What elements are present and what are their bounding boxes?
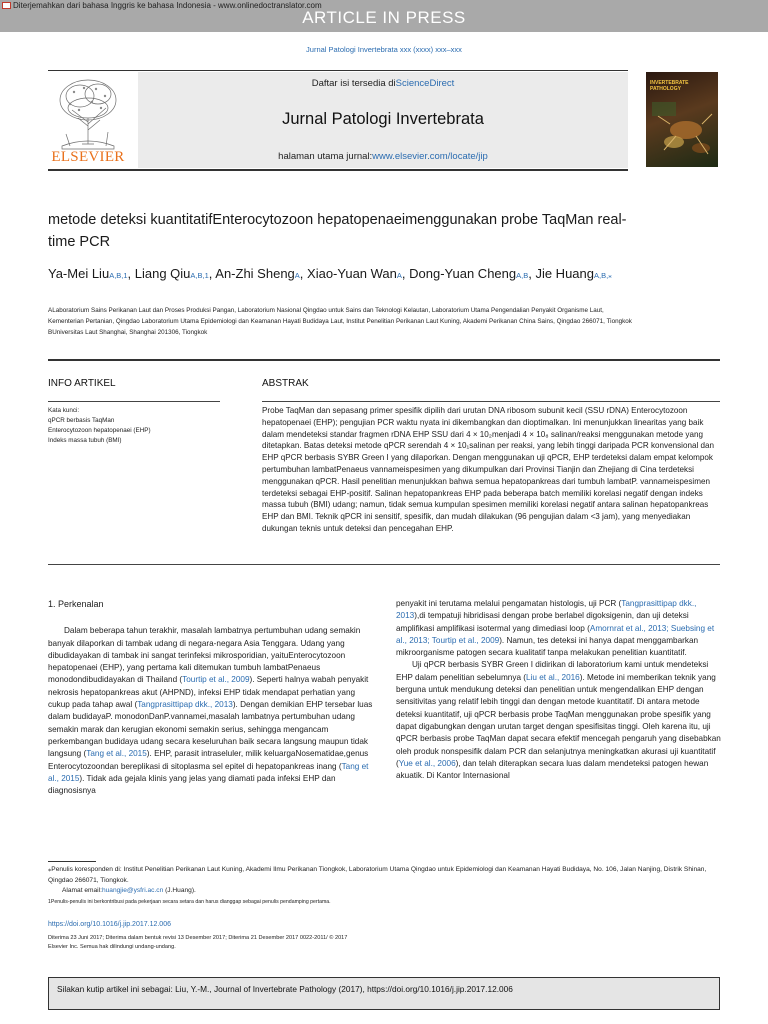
keyword-item: Enterocytozoon hepatopenaei (EHP) [48, 427, 151, 434]
author-separator: , [299, 266, 308, 281]
received-dates [48, 934, 608, 952]
author-affiliation-marker[interactable]: A [396, 271, 402, 280]
info-rule [48, 401, 220, 402]
abstract-bottom-rule [48, 564, 720, 565]
header-rule-bottom [48, 169, 628, 171]
article-title: metode deteksi kuantitatifEnterocytozoon hepatopenaeimenggunakan probe TaqMan real-time PCR [48, 212, 627, 250]
journal-homepage [138, 151, 628, 162]
contents-prefix: Daftar isi tersedia di [311, 78, 396, 89]
paragraph-text: penyakit ini terutama melalui pengamatan histologis, uji PCR ( [396, 599, 622, 608]
footnotes [48, 865, 708, 908]
cover-insect-image [646, 72, 718, 167]
translator-text: Diterjemahkan dari bahasa Inggris ke bahasa Indonesia - www.onlinedoctranslator.com [13, 1, 322, 10]
journal-reference-link[interactable]: Jurnal Patologi Invertebrata xxx (xxxx) xxx–xxx [306, 45, 462, 54]
abstract-heading: ABSTRAK [262, 378, 309, 389]
paragraph-text: ). EHP, parasit intraseluler, milik keluargaNosematidae,genus Enterocytozoondan bereplikasi di sitoplasma sel epitel di hepatopankreas inang ( [48, 749, 369, 771]
sciencedirect-link[interactable]: ScienceDirect [395, 78, 455, 89]
citation-link[interactable]: Tangprasittipap dkk., 2013 [396, 599, 697, 621]
author-separator: , [127, 266, 135, 281]
elsevier-wordmark: ELSEVIER [51, 149, 125, 165]
cover-title: INVERTEBRATE PATHOLOGY [650, 80, 689, 92]
article-info-heading: INFO ARTIKEL [48, 378, 116, 389]
citation-link[interactable]: Tangprasittipap dkk., 2013 [137, 700, 233, 710]
email-note [48, 886, 708, 897]
citation-link[interactable]: Amornrat et al., 2013; Suebsing et al., 2013; Tourtip et al., 2009 [396, 623, 715, 645]
author-affiliation-marker[interactable]: A,B,1 [109, 271, 128, 280]
citation-box [48, 977, 720, 1010]
citation-link[interactable]: Tang et al., 2015 [86, 749, 147, 759]
contents-available [138, 78, 628, 89]
received-line: Diterima 23 Juni 2017; Diterima dalam bentuk revisi 13 Desember 2017; Diterima 21 Desember 2017 0022-2011/ © 2017 [48, 935, 348, 941]
keywords-block [48, 406, 220, 446]
keyword-item: Indeks massa tubuh (BMI) [48, 437, 122, 444]
footnote-rule [48, 861, 96, 862]
homepage-prefix: halaman utama jurnal: [278, 151, 373, 162]
paragraph-text: ), dan telah diterapkan secara luas dalam mendeteksi patogen hewan akuatik. Di Kantor Internasional [396, 758, 709, 781]
author-separator: , [528, 266, 536, 281]
citation-link[interactable]: Yue et al., 2006 [398, 758, 456, 768]
journal-title: Jurnal Patologi Invertebrata [282, 110, 484, 128]
intro-paragraph-continued [396, 598, 724, 659]
author-name[interactable]: An-Zhi Sheng [215, 266, 295, 281]
corresponding-author-note: ⁎Penulis koresponden di: Institut Penelitian Perikanan Laut Kuning, Akademi Ilmu Perikanan Tiongkok, Laboratorium Utama Qingdao untuk Epidemiologi dan Keamanan Hayati Budidaya, No. 106, Jalan Nanjing, Distrik Shinan, Qingdao 266071, Tiongkok. [48, 866, 707, 884]
keyword-item: qPCR berbasis TaqMan [48, 417, 115, 424]
paragraph-text: ),di tempatuji hibridisasi dengan probe berlabel digoksigenin, dan uji deteksi amplifikasi amplifikasi isotermal yang dimediasi loop ( [396, 611, 689, 633]
article-in-press-label: ARTICLE IN PRESS [302, 8, 466, 27]
author-affiliation-marker[interactable]: A,B [516, 271, 529, 280]
citation-link[interactable]: Tourtip et al., 2009 [182, 675, 250, 685]
paragraph-text: Dalam beberapa tahun terakhir, masalah lambatnya pertumbuhan udang semakin banyak dilaporkan di tambak udang di negara-negara Asia Tenggara. Udang yang dibudidayakan di tambak ini sangat terinfeksi mikrosporidian, yaituEnterocytozoon hepatopenaei (EHP), yang pertama kali ditemukan tumbuh lambatPenaeus monodondibudidayakan di Thailand ( [48, 626, 361, 685]
affiliations [48, 305, 638, 338]
author-separator: , [401, 266, 410, 281]
author-name[interactable]: Dong-Yuan Cheng [409, 266, 517, 281]
author-list [48, 264, 628, 285]
abstract-rule [262, 401, 720, 402]
author-affiliation-marker[interactable]: A,B,⁎ [594, 271, 612, 280]
intro-paragraph [48, 625, 378, 797]
author-affiliation-marker[interactable]: A,B,1 [190, 271, 209, 280]
paragraph-text: ). Tidak ada gejala klinis yang jelas yang diamati pada infeksi EHP dan diagnosisnya [48, 773, 336, 796]
paragraph-text: ). Metode ini memberikan teknik yang berguna untuk mendukung deteksi dan penelitian untuk mengendalikan EHP dengan sensitivitas yang relatif lebih tinggi dan dengan metode kuantitatif. Di antara metode deteksi kuantitatif, uji qPCR berbasis probe TaqMan menggunakan probe spesifik yang dapat digabungkan dengan urutan target dengan spesifisitas tinggi. Oleh karena itu, uji qPCR berbasis probe TaqMan dapat secara efektif mencegah pengaruh yang disebabkan oleh produk nonspesifik dalam PCR dan selanjutnya meningkatkan akurasi uji kuantitatif ( [396, 672, 721, 768]
paragraph-text: ). Seperti halnya wabah penyakit nekrosis hepatopankreas akut (AHPND), infeksi EHP tidak mendapat perhatian yang cukup pada tahap awal ( [48, 675, 369, 710]
email-label: Alamat email: [62, 887, 102, 894]
citation-text: Silakan kutip artikel ini sebagai: Liu, Y.-M., Journal of Invertebrate Pathology (2017), https://doi.org/10.1016/j.jip.2017.12.006 [57, 984, 513, 994]
author-name[interactable]: Liang Qiu [134, 266, 191, 281]
abstract-text: Probe TaqMan dan sepasang primer spesifik dipilih dari urutan DNA ribosom subunit kecil (SSU rDNA) Enterocytozoon hepatopenaei (EHP); pengujian PCR waktu nyata ini dikembangkan dan dioptimalkan. Ini menunjukkan linearitas yang baik dalam mendeteksi standar fragmen rDNA EHP SSU dari 4 × 10₂menjadi 4 × 10₈ salinan/reaksi menggunakan metode yang ditetapkan. Batas deteksi metode qPCR serendah 4 × 10₁salinan per reaksi, yang lebih tinggi daripada PCR konvensional dan EHP qPCR berbasis SYBR Green I yang dilaporkan. Dengan menggunakan uji qPCR, EHP terdeteksi dalam empat kelompok pertumbuhan lambatPenaeus vannameispesimen yang dikumpulkan dari Provinsi Tianjin dan Zhejiang di Cina terdeteksi menggunakan qPCR. Hasil penelitian menunjukkan bahwa semua hepatopankreas dari tumbuh lambatP. vannameispesimen terdeteksi sebagai EHP-positif. Salinan hepatopankreas EHP pada beberapa batch memiliki korelasi negatif dengan indeks massa tubuh (BMI) udang; namun, tidak semua kumpulan spesimen memiliki korelasi negatif antara salinan hepatopankreas EHP dan BMI. Teknik qPCR ini sensitif, spesifik, dan mudah dilakukan (96 pengujian dalam <3 jam), yang menyediakan dukungan teknis untuk deteksi dan pencegahan EHP. [262, 406, 714, 533]
author-name[interactable]: Ya-Mei Liu [48, 266, 110, 281]
section-rule [48, 359, 720, 361]
author-name[interactable]: Jie Huang [535, 266, 594, 281]
body-column-left [48, 598, 378, 797]
doi-link[interactable]: https://doi.org/10.1016/j.jip.2017.12.006 [48, 921, 171, 928]
author-name[interactable]: Xiao-Yuan Wan [307, 266, 397, 281]
body-column-right [396, 598, 724, 782]
paragraph-text: ). Dengan demikian EHP tersebar luas dalam budidayaP. monodonDanP.vannamei,masalah lambatnya pertumbuhan udang semakin marak dan kerugian ekonomi semakin serius, sehingga mengancam perkembangan budidaya udang secara keseluruhan baik secara langsung maupun tidak langsung ( [48, 700, 373, 759]
header-rule-top [48, 70, 628, 71]
affiliation-b: BUniversitas Laut Shanghai, Shanghai 201306, Tiongkok [48, 329, 208, 336]
author-separator: , [208, 266, 216, 281]
author-affiliation-marker[interactable]: A [294, 271, 300, 280]
email-link[interactable]: huangjie@ysfri.ac.cn [101, 887, 164, 894]
homepage-link[interactable]: www.elsevier.com/locate/jip [372, 151, 488, 162]
paragraph-text: ). Namun, tes deteksi ini hanya dapat menggambarkan mikroorganisme patogen secara kualitatif tanpa melakukan penelitian kuantitatif. [396, 635, 699, 658]
keywords-label: Kata kunci: [48, 407, 80, 414]
section-heading: 1. Perkenalan [48, 599, 104, 609]
journal-cover-image[interactable] [646, 72, 718, 167]
paragraph-text: Uji qPCR berbasis SYBR Green I didirikan di laboratorium kami untuk mendeteksi EHP dalam penelitian sebelumnya ( [396, 660, 709, 682]
affiliation-a: ALaboratorium Sains Perikanan Laut dan Proses Produksi Pangan, Laboratorium Nasional Qingdao untuk Sains dan Teknologi Kelautan, Laboratorium Utama Pengendalian Penyakit Organisme Laut, Kementerian Pertanian, Qingdao Laboratorium Utama Epidemiologi dan Keamanan Hayati Budidaya Laut, Institut Penelitian Perikanan Laut Kuning, Akademi Perikanan China Sains, Qingdao 266071, Tiongkok [48, 307, 632, 325]
email-suffix: (J.Huang). [163, 887, 196, 894]
citation-link[interactable]: Liu et al., 2016 [526, 672, 580, 682]
copyright-line: Elsevier Inc. Semua hak dilindungi undang-undang. [48, 944, 176, 950]
equal-contribution-note: 1Penulis-penulis ini berkontribusi pada pekerjaan secara setara dan harus dianggap sebagai penulis pendamping pertama. [48, 898, 331, 905]
intro-paragraph-2 [396, 659, 724, 782]
citation-link[interactable]: Tang et al., 2015 [48, 761, 369, 783]
